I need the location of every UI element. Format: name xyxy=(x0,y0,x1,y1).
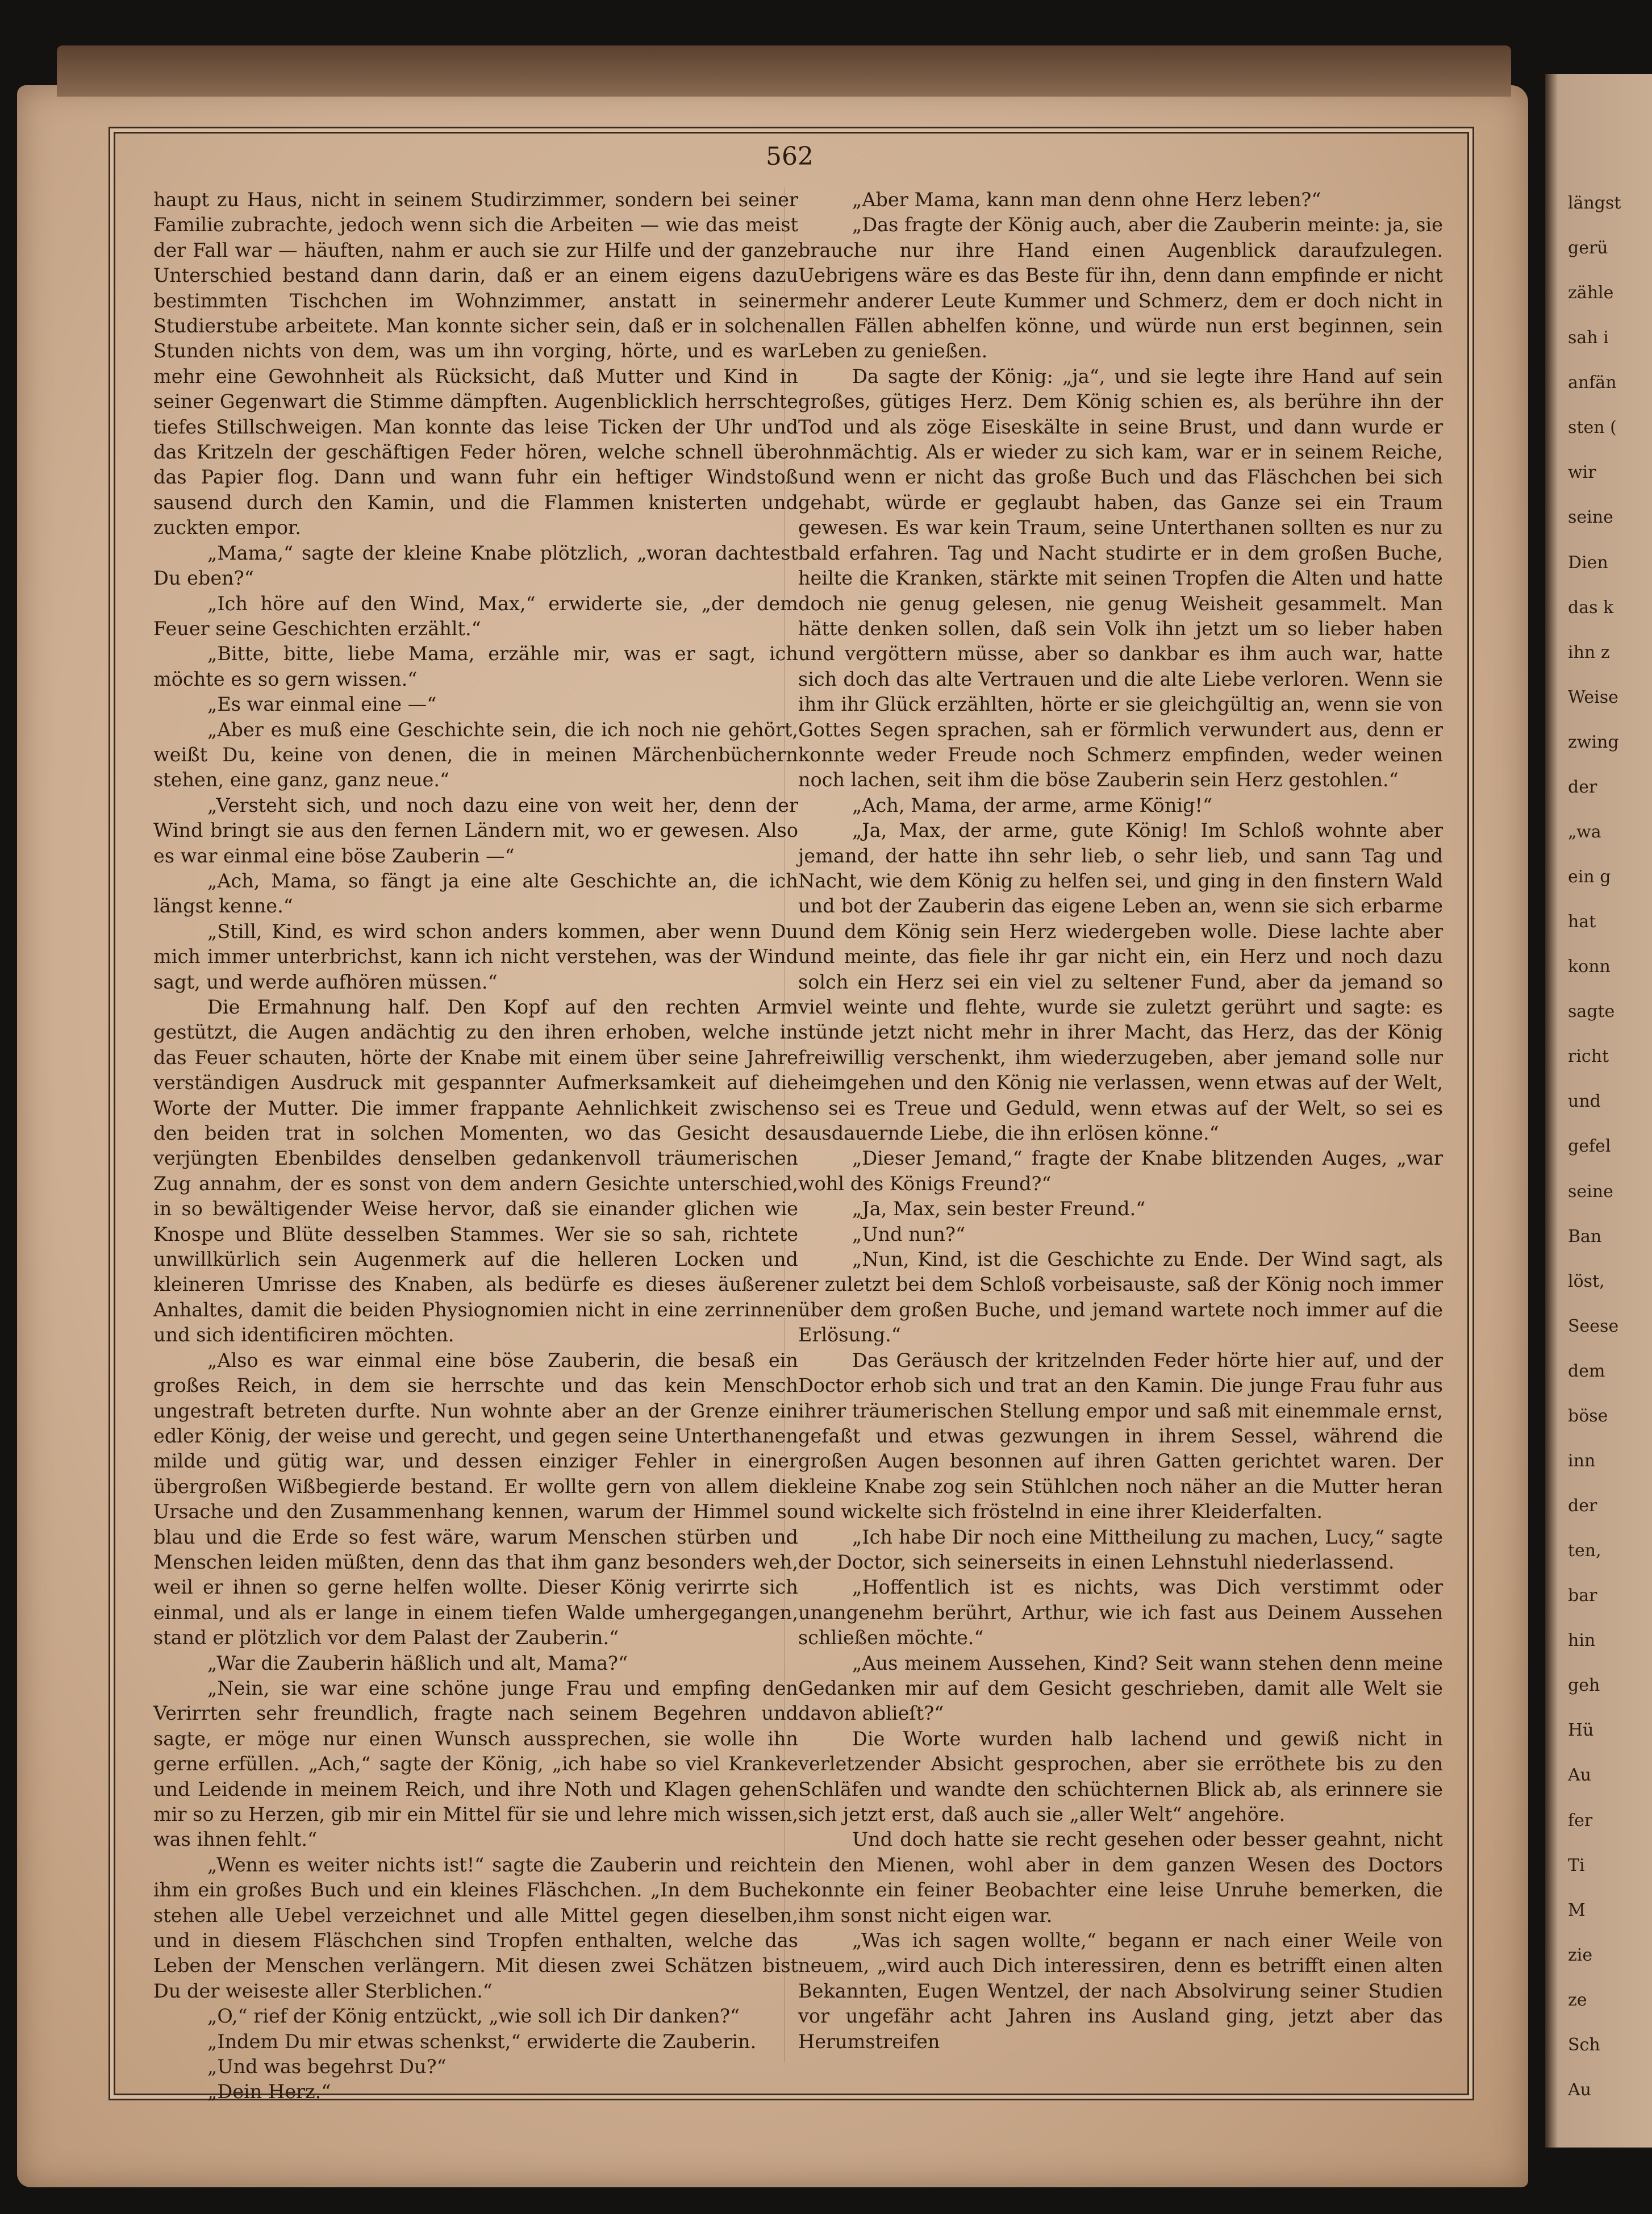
paragraph: „Versteht sich, und noch dazu eine von weit her, denn der Wind bringt sie aus den fernen Ländern mit, wo er gewesen. Also es war einmal eine böse Zauberin —“ xyxy=(153,794,798,867)
next-page-fragment: sten ( xyxy=(1568,418,1617,438)
column-divider xyxy=(784,187,785,2062)
next-page-fragment: Sch xyxy=(1568,2034,1600,2055)
paragraph: „Hoffentlich ist es nichts, was Dich verstimmt oder unangenehm berührt, Arthur, wie ich fast aus Deinem Aussehen schließen möchte.“ xyxy=(798,1576,1443,1649)
next-page-fragment: Ti xyxy=(1568,1855,1585,1875)
right-column xyxy=(798,187,1443,2054)
paragraph: Die Worte wurden halb lachend und gewiß nicht in verletzender Absicht gesprochen, aber sie erröthete bis zu den Schläfen und wandte den schüchternen Blick ab, als erinnere sie sich jetzt erst, daß auch sie „aller Welt“ angehöre. xyxy=(798,1727,1443,1825)
paragraph: „Und nun?“ xyxy=(852,1223,966,1245)
paragraph: „Aus meinem Aussehen, Kind? Seit wann stehen denn meine Gedanken mir auf dem Gesicht geschrieben, damit alle Welt sie davon ablieſt?“ xyxy=(798,1652,1443,1725)
paragraph: „Ach, Mama, der arme, arme König!“ xyxy=(852,794,1213,816)
paragraph: „Es war einmal eine —“ xyxy=(207,693,437,716)
next-page-fragment: bar xyxy=(1568,1586,1597,1606)
next-page-fragment: hat xyxy=(1568,912,1596,932)
next-page-fragment: fer xyxy=(1568,1810,1593,1831)
next-page-fragment: zähle xyxy=(1568,283,1614,303)
next-page-fragment: Dien xyxy=(1568,552,1608,573)
paragraph: „Indem Du mir etwas schenkst,“ erwiderte die Zauberin. xyxy=(207,2030,757,2053)
next-page-fragment: zie xyxy=(1568,1945,1593,1965)
next-page-fragment: dem xyxy=(1568,1361,1605,1381)
paragraph: haupt zu Haus, nicht in seinem Studirzimmer, sondern bei seiner Familie zubrachte, jedoch wenn sich die Arbeiten — wie das meist der Fall war — häuften, nahm er auch sie zur Hilfe und der ganze Unterschied bestand dann darin, daß er an einem eigens dazu bestimmten Tischchen im Wohnzimmer, anstatt in seiner Studierstube arbeitete. Man konnte sicher sein, daß er in solchen Stunden nichts von dem, was um ihn vorging, hörte, und es war mehr eine Gewohnheit als Rücksicht, daß Mutter und Kind in seiner Gegenwart die Stimme dämpften. Augenblicklich herrschte tiefes Stillschweigen. Man konnte das leise Ticken der Uhr und das Kritzeln der geschäftigen Feder hören, welche schnell über das Papier flog. Dann und wann fuhr ein heftiger Windstoß sausend durch den Kamin, und die Flammen knisterten und zuckten empor. xyxy=(153,189,798,539)
next-page-fragment: seine xyxy=(1568,1181,1613,1202)
next-page-fragment: inn xyxy=(1568,1450,1596,1471)
paragraph: „Ich habe Dir noch eine Mittheilung zu machen, Lucy,“ sagte der Doctor, sich seinerseits in einen Lehnstuhl niederlassend. xyxy=(798,1525,1443,1573)
paragraph: „Also es war einmal eine böse Zauberin, die besaß ein großes Reich, in dem sie herrschte und das kein Mensch ungestraft betreten durfte. Nun wohnte aber an der Grenze ein edler König, der weise und gerecht, und gegen seine Unterthanen milde und gütig war, und dessen einziger Fehler in einer übergroßen Wißbegierde bestand. Er wollte gern von allem die Ursache und den Zusammenhang kennen, warum der Himmel so blau und die Erde so fest wäre, warum Menschen stürben und Menschen leiden müßten, denn das that ihm ganz besonders weh, weil er ihnen so gerne helfen wollte. Dieser König verirrte sich einmal, und als er lange in einem tiefen Walde umhergegangen, stand er plötzlich vor dem Palast der Zauberin.“ xyxy=(153,1349,798,1649)
paragraph: „Und was begehrst Du?“ xyxy=(207,2055,447,2078)
next-page-fragment: ihn z xyxy=(1568,642,1610,662)
next-page-fragment: zwing xyxy=(1568,732,1619,752)
paragraph: „Ja, Max, sein bester Freund.“ xyxy=(852,1198,1146,1220)
next-page-fragment: M xyxy=(1568,1900,1586,1920)
next-page-fragment: gefel xyxy=(1568,1136,1611,1157)
next-page-fragment: Hü xyxy=(1568,1720,1594,1741)
next-page-fragment: Au xyxy=(1568,1765,1591,1786)
next-page-fragment: Ban xyxy=(1568,1226,1602,1246)
next-page-fragment: längst xyxy=(1568,193,1621,213)
next-page-fragment: der xyxy=(1568,777,1597,797)
paragraph: „Aber es muß eine Geschichte sein, die ich noch nie gehört, weißt Du, keine von denen, die in meinen Märchenbüchern stehen, eine ganz, ganz neue.“ xyxy=(153,718,798,791)
paragraph: „Nun, Kind, ist die Geschichte zu Ende. Der Wind sagt, als er zuletzt bei dem Schloß vorbeisauste, saß der König noch immer über dem großen Buche, und jemand wartete noch immer auf die Erlösung.“ xyxy=(798,1248,1443,1346)
next-page-fragment: Seese xyxy=(1568,1316,1619,1336)
next-page-fragment: böse xyxy=(1568,1406,1608,1426)
paragraph: „Wenn es weiter nichts ist!“ sagte die Zauberin und reichte ihm ein großes Buch und ein kleines Fläschchen. „In dem Buche stehen alle Uebel verzeichnet und alle Mittel gegen dieselben, und in diesem Fläschchen sind Tropfen enthalten, welche das Leben der Menschen verlängern. Mit diesen zwei Schätzen bist Du der weiseste aller Sterblichen.“ xyxy=(153,1853,798,2002)
page-top-edge xyxy=(57,45,1511,97)
paragraph: „O,“ rief der König entzückt, „wie soll ich Dir danken?“ xyxy=(207,2005,740,2028)
paragraph: „Ich höre auf den Wind, Max,“ erwiderte sie, „der dem Feuer seine Geschichten erzählt.“ xyxy=(153,592,798,640)
next-page-fragment: sah i xyxy=(1568,328,1609,348)
page-number: 562 xyxy=(766,142,814,171)
next-page-fragment: sagte xyxy=(1568,1002,1615,1022)
paragraph: Die Ermahnung half. Den Kopf auf den rechten Arm gestützt, die Augen andächtig zu den ihren erhoben, welche in das Feuer schauten, hörte der Knabe mit einem über seine Jahre verständigen Ausdruck mit gespannter Aufmerksamkeit auf die Worte der Mutter. Die immer frappante Aehnlichkeit zwischen den beiden trat in solchen Momenten, wo das Gesicht des verjüngten Ebenbildes denselben gedankenvoll träumerischen Zug annahm, der es sonst von dem andern Gesichte unterschied, in so bewältigender Weise hervor, daß sie einander glichen wie Knospe und Blüte desselben Stammes. Wer sie so sah, richtete unwillkürlich sein Augenmerk auf die helleren Locken und kleineren Umrisse des Knaben, als bedürfe es dieses äußeren Anhaltes, damit die beiden Physiognomien nicht in eine zerrinnen und sich identificiren möchten. xyxy=(153,996,798,1346)
paragraph: „Still, Kind, es wird schon anders kommen, aber wenn Du mich immer unterbrichst, kann ich nicht verstehen, was der Wind sagt, und werde aufhören müssen.“ xyxy=(153,920,798,993)
paragraph: „Ja, Max, der arme, gute König! Im Schloß wohnte aber jemand, der hatte ihn sehr lieb, o sehr lieb, und sann Tag und Nacht, wie dem König zu helfen sei, und ging in den finstern Wald und bot der Zauberin das eigene Leben an, wenn sie sich erbarme und dem König sein Herz wiedergeben wolle. Diese lachte aber und meinte, das fiele ihr gar nicht ein, ein Herz und noch dazu solch ein Herz sei ein viel zu seltener Fund, aber da jemand so viel weinte und flehte, wurde sie zuletzt gerührt und sagte: es stünde jetzt nicht mehr in ihrer Macht, das Herz, das der König freiwillig verschenkt, ihm wiederzugeben, aber jemand solle nur heimgehen und den König nie verlassen, wenn etwas auf der Welt, so sei es Treue und Geduld, wenn etwas auf der Welt, so sei es ausdauernde Liebe, die ihn erlösen könne.“ xyxy=(798,819,1443,1145)
next-page-fragment: ein g xyxy=(1568,867,1611,887)
paragraph: „Was ich sagen wollte,“ begann er nach einer Weile von neuem, „wird auch Dich interessiren, denn es betrifft einen alten Bekannten, Eugen Wentzel, der nach Absolvirung seiner Studien vor ungefähr acht Jahren ins Ausland ging, jetzt aber das Herumstreifen xyxy=(798,1929,1443,2053)
paragraph: Und doch hatte sie recht gesehen oder besser geahnt, nicht in den Mienen, wohl aber in dem ganzen Wesen des Doctors konnte ein feiner Beobachter eine leise Unruhe bemerken, die ihm sonst nicht eigen war. xyxy=(798,1828,1443,1927)
next-page-fragment: Weise xyxy=(1568,687,1618,707)
paragraph: „Mama,“ sagte der kleine Knabe plötzlich, „woran dachtest Du eben?“ xyxy=(153,541,798,590)
next-page-fragment: konn xyxy=(1568,957,1611,977)
next-page-fragment: Au xyxy=(1568,2079,1591,2100)
next-page-fragment: gerü xyxy=(1568,238,1608,258)
paragraph: „Dieser Jemand,“ fragte der Knabe blitzenden Auges, „war wohl des Königs Freund?“ xyxy=(798,1147,1443,1195)
left-column xyxy=(153,187,798,2105)
next-page-edge xyxy=(1545,74,1652,2148)
next-page-fragment: wir xyxy=(1568,462,1596,483)
paragraph: „Bitte, bitte, liebe Mama, erzähle mir, was er sagt, ich möchte es so gern wissen.“ xyxy=(153,643,798,690)
paragraph: „Das fragte der König auch, aber die Zauberin meinte: ja, sie brauche nur ihre Hand einen Augenblick daraufzulegen. Uebrigens wäre es das Beste für ihn, denn dann empfinde er nicht mehr anderer Leute Kummer und Schmerz, dem er doch nicht in allen Fällen abhelfen könne, und würde nun erst beginnen, sein Leben zu genießen. xyxy=(798,214,1443,362)
next-page-fragment: geh xyxy=(1568,1675,1600,1696)
next-page-fragment: „wa xyxy=(1568,822,1601,842)
next-page-fragment: der xyxy=(1568,1496,1597,1516)
next-page-fragment: ze xyxy=(1568,1990,1587,2010)
paragraph: Da sagte der König: „ja“, und sie legte ihre Hand auf sein großes, gütiges Herz. Dem König schien es, als berühre ihn der Tod und als zöge Eiseskälte in seine Brust, und dann wurde er ohnmächtig. Als er wieder zu sich kam, war er in seinem Reiche, und wenn er nicht das große Buch und das Fläschchen bei sich gehabt, würde er geglaubt haben, das Ganze sei ein Traum gewesen. Es war kein Traum, seine Unterthanen sollten es nur zu bald erfahren. Tag und Nacht studirte er in dem großen Buche, heilte die Kranken, stärkte mit seinen Tropfen die Alten und hatte doch nie genug gelesen, nie genug Weisheit gesammelt. Man hätte denken sollen, daß sein Volk ihn jetzt um so lieber haben und vergöttern müsse, aber so dankbar es ihm auch war, hatte sich doch das alte Vertrauen und die alte Liebe verloren. Wenn sie ihm ihr Glück erzählten, hörte er sie gleichgültig an, wenn sie von Gottes Segen sprachen, sah er förmlich verwundert aus, denn er konnte weder Freude noch Schmerz empfinden, weder weinen noch lachen, seit ihm die böse Zauberin sein Herz gestohlen.“ xyxy=(798,365,1443,791)
paragraph: Das Geräusch der kritzelnden Feder hörte hier auf, und der Doctor erhob sich und trat an den Kamin. Die junge Frau fuhr aus ihrer träumerischen Stellung empor und saß mit einemmale ernst, gefaßt und etwas gezwungen in ihrem Sessel, während die großen Augen besonnen auf ihren Gatten gerichtet waren. Der kleine Knabe zog sein Stühlchen noch näher an die Mutter heran und wickelte sich fröstelnd in eine ihrer Kleiderfalten. xyxy=(798,1349,1443,1523)
paragraph: „Aber Mama, kann man denn ohne Herz leben?“ xyxy=(852,189,1321,211)
next-page-fragment: seine xyxy=(1568,507,1613,528)
paragraph: „Ach, Mama, so fängt ja eine alte Geschichte an, die ich längst kenne.“ xyxy=(153,869,798,918)
paragraph: „War die Zauberin häßlich und alt, Mama?“ xyxy=(207,1652,628,1674)
next-page-fragment: ten, xyxy=(1568,1541,1601,1561)
paragraph: „Nein, sie war eine schöne junge Frau und empfing den Verirrten sehr freundlich, fragte nach seinem Begehren und sagte, er möge nur einen Wunsch aussprechen, sie wolle ihn gerne erfüllen. „Ach,“ sagte der König, „ich habe so viel Kranke und Leidende in meinem Reich, und ihre Noth und Klagen gehen mir so zu Herzen, gib mir ein Mittel für sie und lehre mich wissen, was ihnen fehlt.“ xyxy=(153,1677,798,1851)
next-page-fragment: richt xyxy=(1568,1046,1609,1067)
paragraph: „Dein Herz.“ xyxy=(207,2080,331,2103)
next-page-fragment: das k xyxy=(1568,597,1614,618)
next-page-fragment: löst, xyxy=(1568,1271,1605,1291)
next-page-fragment: anfän xyxy=(1568,373,1617,393)
next-page-fragment: und xyxy=(1568,1091,1601,1112)
next-page-fragment: hin xyxy=(1568,1631,1596,1651)
